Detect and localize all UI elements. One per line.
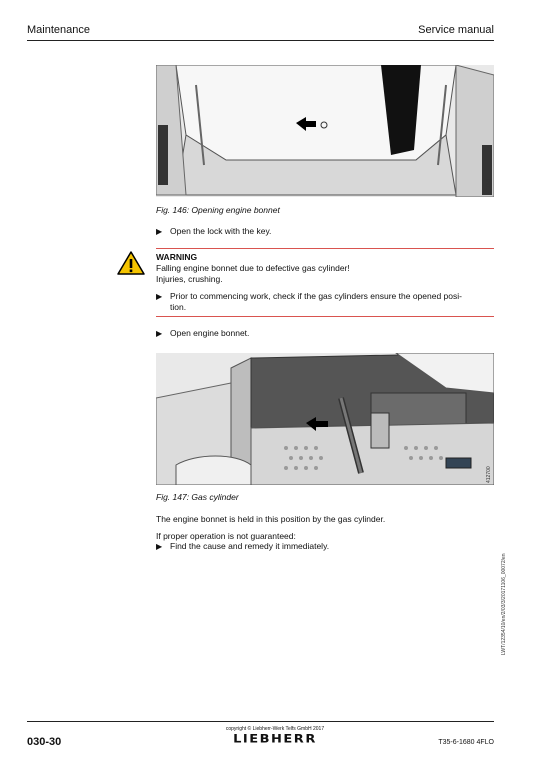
header-manual-title: Service manual (418, 24, 494, 36)
step-open-bonnet-text: Open engine bonnet. (170, 328, 250, 338)
figure-146-illustration (156, 65, 494, 197)
warning-triangle-icon (117, 251, 145, 275)
warning-action-line2: tion. (170, 302, 187, 312)
warning-title: WARNING (156, 252, 198, 262)
figure-146-id: 411089 (486, 178, 492, 195)
step-arrow-icon: ▶ (156, 329, 163, 338)
step-open-lock-text: Open the lock with the key. (170, 226, 272, 236)
figure-147-caption: Fig. 147: Gas cylinder (156, 492, 239, 502)
figure-146-caption: Fig. 146: Opening engine bonnet (156, 205, 280, 215)
step-open-bonnet (156, 328, 494, 339)
warning-action-line1: Prior to commencing work, check if the gas cylinders ensure the opened posi- (170, 291, 462, 301)
step-remedy-text: Find the cause and remedy it immediately. (170, 541, 330, 551)
figure-gas-cylinder (156, 353, 494, 485)
warning-consequence: Injuries, crushing. (156, 274, 223, 284)
figure-opening-engine-bonnet (156, 65, 494, 197)
footer-divider (27, 721, 494, 722)
warning-top-rule (156, 248, 494, 249)
step-arrow-icon: ▶ (156, 292, 163, 301)
step-open-lock (156, 226, 494, 237)
document-code: T35-6-1680 4FLO (438, 739, 494, 746)
body-if-not-guaranteed: If proper operation is not guaranteed: (156, 531, 296, 541)
step-arrow-icon: ▶ (156, 542, 163, 551)
warning-bottom-rule (156, 316, 494, 317)
body-bonnet-held: The engine bonnet is held in this position by the gas cylinder. (156, 514, 386, 524)
header-divider (27, 40, 494, 41)
liebherr-logo: LIEBHERR (233, 733, 317, 746)
copyright-notice: copyright © Liebherr-Werk Telfs GmbH 2017 (225, 726, 325, 732)
figure-147-id: 412700 (486, 466, 492, 483)
header-section-title: Maintenance (27, 24, 90, 36)
step-remedy (156, 541, 494, 552)
step-arrow-icon: ▶ (156, 227, 163, 236)
side-document-code: LWT/12354/10/en/2/03/3/20171106_00072/en (501, 553, 507, 655)
warning-action (156, 291, 494, 313)
page-number: 030-30 (27, 736, 62, 748)
figure-147-illustration (156, 353, 494, 485)
warning-hazard: Falling engine bonnet due to defective gas cylinder! (156, 263, 350, 273)
warning-action-text (170, 291, 462, 313)
